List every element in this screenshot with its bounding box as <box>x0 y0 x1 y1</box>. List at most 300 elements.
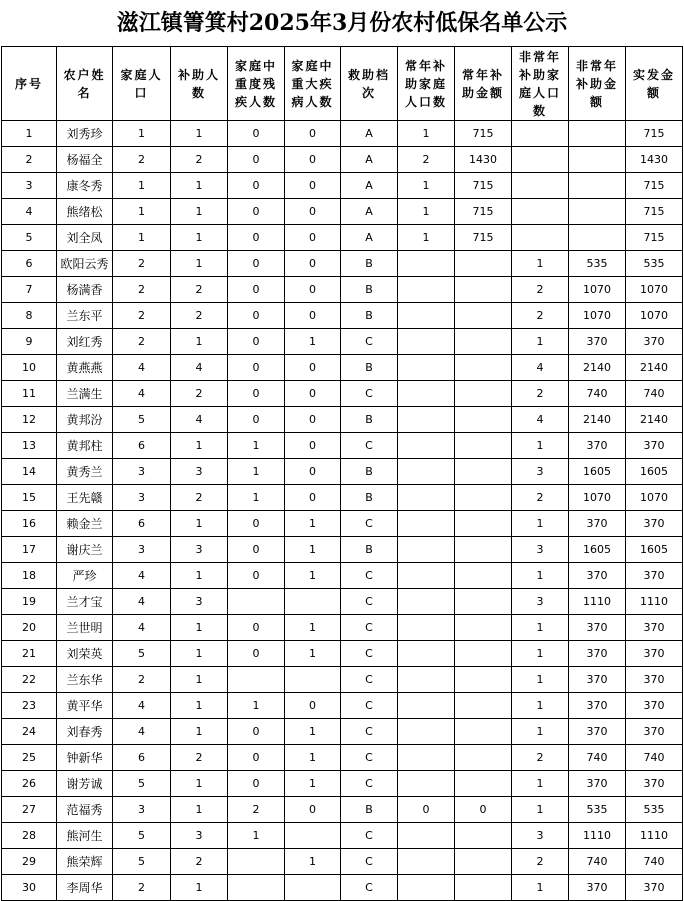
cell-index: 18 <box>2 563 57 589</box>
cell-index: 24 <box>2 719 57 745</box>
cell-regular-amount <box>455 849 512 875</box>
cell-actual-amount: 370 <box>626 615 683 641</box>
cell-nonregular-amount <box>569 225 626 251</box>
cell-illness-count <box>285 823 341 849</box>
cell-name: 刘春秀 <box>57 719 113 745</box>
cell-illness-count <box>285 667 341 693</box>
cell-nonregular-amount: 370 <box>569 563 626 589</box>
cell-name: 谢庆兰 <box>57 537 113 563</box>
cell-index: 13 <box>2 433 57 459</box>
cell-disabled-count: 0 <box>228 381 285 407</box>
cell-regular-amount <box>455 875 512 901</box>
cell-aid-level: C <box>341 511 398 537</box>
cell-actual-amount: 715 <box>626 225 683 251</box>
cell-disabled-count <box>228 589 285 615</box>
cell-aid-level: C <box>341 641 398 667</box>
cell-regular-amount <box>455 251 512 277</box>
cell-nonregular-people <box>512 199 569 225</box>
cell-regular-amount <box>455 719 512 745</box>
cell-household-size: 4 <box>113 719 171 745</box>
cell-regular-people <box>398 303 455 329</box>
cell-index: 10 <box>2 355 57 381</box>
cell-subsidized-count: 3 <box>171 823 228 849</box>
cell-nonregular-people: 1 <box>512 563 569 589</box>
cell-regular-people: 1 <box>398 173 455 199</box>
cell-aid-level: C <box>341 875 398 901</box>
cell-nonregular-amount <box>569 173 626 199</box>
cell-actual-amount: 535 <box>626 251 683 277</box>
cell-nonregular-people: 2 <box>512 485 569 511</box>
table-row <box>2 719 683 745</box>
cell-name: 熊绪松 <box>57 199 113 225</box>
cell-household-size: 3 <box>113 797 171 823</box>
cell-name: 李周华 <box>57 875 113 901</box>
cell-index: 7 <box>2 277 57 303</box>
cell-nonregular-people: 1 <box>512 797 569 823</box>
cell-actual-amount: 740 <box>626 381 683 407</box>
cell-regular-amount <box>455 277 512 303</box>
cell-index: 27 <box>2 797 57 823</box>
cell-index: 23 <box>2 693 57 719</box>
cell-disabled-count: 0 <box>228 355 285 381</box>
cell-aid-level: C <box>341 329 398 355</box>
cell-household-size: 2 <box>113 667 171 693</box>
cell-actual-amount: 370 <box>626 563 683 589</box>
cell-name: 黄燕燕 <box>57 355 113 381</box>
cell-nonregular-amount <box>569 199 626 225</box>
cell-aid-level: A <box>341 173 398 199</box>
cell-regular-amount <box>455 407 512 433</box>
table-row <box>2 433 683 459</box>
cell-illness-count: 0 <box>285 199 341 225</box>
cell-household-size: 3 <box>113 537 171 563</box>
cell-illness-count: 0 <box>285 147 341 173</box>
cell-subsidized-count: 1 <box>171 251 228 277</box>
cell-disabled-count: 0 <box>228 719 285 745</box>
cell-nonregular-amount: 370 <box>569 433 626 459</box>
cell-disabled-count: 0 <box>228 147 285 173</box>
cell-actual-amount: 1605 <box>626 537 683 563</box>
cell-nonregular-amount: 1110 <box>569 589 626 615</box>
cell-nonregular-amount <box>569 121 626 147</box>
cell-actual-amount: 740 <box>626 849 683 875</box>
cell-disabled-count: 0 <box>228 771 285 797</box>
cell-aid-level: C <box>341 381 398 407</box>
table-row <box>2 199 683 225</box>
cell-disabled-count: 0 <box>228 251 285 277</box>
header-illness-count: 家庭中重大疾病人数 <box>285 47 341 121</box>
cell-name: 兰满生 <box>57 381 113 407</box>
cell-regular-people <box>398 589 455 615</box>
cell-household-size: 5 <box>113 771 171 797</box>
cell-index: 15 <box>2 485 57 511</box>
cell-nonregular-people: 2 <box>512 303 569 329</box>
cell-name: 刘秀珍 <box>57 121 113 147</box>
cell-regular-people <box>398 563 455 589</box>
cell-actual-amount: 1110 <box>626 589 683 615</box>
table-row <box>2 797 683 823</box>
cell-regular-people <box>398 771 455 797</box>
cell-nonregular-people: 1 <box>512 771 569 797</box>
cell-illness-count: 0 <box>285 693 341 719</box>
table-row <box>2 693 683 719</box>
cell-illness-count: 0 <box>285 173 341 199</box>
cell-subsidized-count: 3 <box>171 589 228 615</box>
cell-name: 熊荣辉 <box>57 849 113 875</box>
cell-aid-level: B <box>341 251 398 277</box>
cell-regular-people <box>398 849 455 875</box>
cell-nonregular-people: 1 <box>512 667 569 693</box>
cell-name: 兰东华 <box>57 667 113 693</box>
cell-regular-people: 1 <box>398 225 455 251</box>
cell-regular-people <box>398 667 455 693</box>
table-row <box>2 485 683 511</box>
cell-disabled-count: 1 <box>228 485 285 511</box>
cell-household-size: 2 <box>113 147 171 173</box>
table-row <box>2 563 683 589</box>
cell-aid-level: C <box>341 771 398 797</box>
cell-subsidized-count: 2 <box>171 745 228 771</box>
cell-disabled-count <box>228 667 285 693</box>
cell-nonregular-amount: 740 <box>569 381 626 407</box>
cell-disabled-count: 0 <box>228 641 285 667</box>
cell-household-size: 6 <box>113 433 171 459</box>
cell-nonregular-people: 1 <box>512 719 569 745</box>
cell-nonregular-amount: 2140 <box>569 407 626 433</box>
cell-subsidized-count: 1 <box>171 615 228 641</box>
cell-regular-amount <box>455 485 512 511</box>
cell-regular-people <box>398 329 455 355</box>
header-aid-level: 救助档次 <box>341 47 398 121</box>
cell-index: 17 <box>2 537 57 563</box>
cell-name: 兰世明 <box>57 615 113 641</box>
cell-subsidized-count: 3 <box>171 537 228 563</box>
table-row <box>2 459 683 485</box>
cell-nonregular-people <box>512 225 569 251</box>
cell-regular-amount <box>455 771 512 797</box>
cell-name: 杨满香 <box>57 277 113 303</box>
cell-regular-amount <box>455 329 512 355</box>
cell-actual-amount: 1430 <box>626 147 683 173</box>
table-header-row <box>2 47 683 121</box>
cell-name: 刘荣英 <box>57 641 113 667</box>
cell-aid-level: C <box>341 563 398 589</box>
cell-regular-people <box>398 641 455 667</box>
table-row <box>2 511 683 537</box>
cell-index: 11 <box>2 381 57 407</box>
cell-subsidized-count: 1 <box>171 511 228 537</box>
cell-nonregular-people: 1 <box>512 615 569 641</box>
cell-illness-count: 1 <box>285 329 341 355</box>
cell-regular-people <box>398 459 455 485</box>
cell-aid-level: C <box>341 849 398 875</box>
cell-nonregular-people: 4 <box>512 355 569 381</box>
cell-regular-amount: 0 <box>455 797 512 823</box>
cell-nonregular-people: 3 <box>512 589 569 615</box>
cell-name: 黄邦汾 <box>57 407 113 433</box>
table-row <box>2 875 683 901</box>
cell-regular-people <box>398 433 455 459</box>
table-row <box>2 121 683 147</box>
cell-disabled-count <box>228 849 285 875</box>
cell-disabled-count: 0 <box>228 511 285 537</box>
cell-regular-people <box>398 381 455 407</box>
cell-aid-level: A <box>341 121 398 147</box>
cell-illness-count: 1 <box>285 719 341 745</box>
cell-nonregular-people <box>512 147 569 173</box>
cell-regular-amount: 715 <box>455 199 512 225</box>
cell-illness-count <box>285 589 341 615</box>
cell-disabled-count: 0 <box>228 407 285 433</box>
cell-index: 28 <box>2 823 57 849</box>
cell-regular-people <box>398 875 455 901</box>
cell-index: 30 <box>2 875 57 901</box>
document-title: 滋江镇箐箕村2025年3月份农村低保名单公示 <box>116 10 568 36</box>
cell-household-size: 1 <box>113 121 171 147</box>
cell-disabled-count: 1 <box>228 693 285 719</box>
cell-actual-amount: 535 <box>626 797 683 823</box>
cell-subsidized-count: 1 <box>171 563 228 589</box>
cell-name: 刘红秀 <box>57 329 113 355</box>
cell-illness-count: 1 <box>285 641 341 667</box>
cell-regular-amount: 715 <box>455 173 512 199</box>
cell-index: 1 <box>2 121 57 147</box>
cell-index: 14 <box>2 459 57 485</box>
cell-nonregular-people: 3 <box>512 459 569 485</box>
cell-index: 20 <box>2 615 57 641</box>
cell-disabled-count: 0 <box>228 745 285 771</box>
cell-nonregular-amount: 1605 <box>569 459 626 485</box>
cell-subsidized-count: 1 <box>171 225 228 251</box>
header-nonregular-people: 非常年补助家庭人口数 <box>512 47 569 121</box>
cell-subsidized-count: 3 <box>171 459 228 485</box>
cell-name: 黄平华 <box>57 693 113 719</box>
cell-nonregular-people: 2 <box>512 381 569 407</box>
cell-disabled-count: 1 <box>228 433 285 459</box>
header-subsidized-count: 补助人数 <box>171 47 228 121</box>
cell-index: 3 <box>2 173 57 199</box>
header-regular-people: 常年补助家庭人口数 <box>398 47 455 121</box>
cell-index: 22 <box>2 667 57 693</box>
cell-illness-count <box>285 875 341 901</box>
cell-subsidized-count: 1 <box>171 199 228 225</box>
cell-nonregular-amount: 535 <box>569 251 626 277</box>
cell-illness-count: 0 <box>285 251 341 277</box>
cell-name: 严珍 <box>57 563 113 589</box>
cell-regular-amount <box>455 355 512 381</box>
cell-index: 4 <box>2 199 57 225</box>
cell-subsidized-count: 2 <box>171 147 228 173</box>
cell-actual-amount: 370 <box>626 641 683 667</box>
cell-illness-count: 0 <box>285 381 341 407</box>
cell-illness-count: 1 <box>285 849 341 875</box>
cell-regular-people <box>398 615 455 641</box>
cell-regular-amount <box>455 433 512 459</box>
cell-nonregular-amount: 1110 <box>569 823 626 849</box>
cell-aid-level: B <box>341 355 398 381</box>
cell-nonregular-people: 1 <box>512 693 569 719</box>
cell-regular-people <box>398 511 455 537</box>
cell-regular-amount <box>455 693 512 719</box>
cell-household-size: 5 <box>113 849 171 875</box>
cell-nonregular-people <box>512 121 569 147</box>
cell-regular-people <box>398 537 455 563</box>
cell-subsidized-count: 4 <box>171 355 228 381</box>
cell-index: 26 <box>2 771 57 797</box>
cell-household-size: 6 <box>113 745 171 771</box>
cell-nonregular-people: 1 <box>512 875 569 901</box>
cell-disabled-count: 0 <box>228 173 285 199</box>
cell-subsidized-count: 1 <box>171 771 228 797</box>
cell-disabled-count <box>228 875 285 901</box>
cell-household-size: 4 <box>113 693 171 719</box>
cell-index: 6 <box>2 251 57 277</box>
table-row <box>2 823 683 849</box>
cell-household-size: 4 <box>113 381 171 407</box>
cell-index: 2 <box>2 147 57 173</box>
cell-name: 康冬秀 <box>57 173 113 199</box>
cell-subsidized-count: 1 <box>171 121 228 147</box>
table-row <box>2 381 683 407</box>
cell-illness-count: 1 <box>285 563 341 589</box>
cell-aid-level: B <box>341 537 398 563</box>
cell-regular-amount <box>455 589 512 615</box>
cell-subsidized-count: 2 <box>171 277 228 303</box>
cell-regular-amount: 715 <box>455 225 512 251</box>
cell-disabled-count: 2 <box>228 797 285 823</box>
table-row <box>2 615 683 641</box>
cell-nonregular-amount: 2140 <box>569 355 626 381</box>
cell-household-size: 4 <box>113 589 171 615</box>
cell-nonregular-amount <box>569 147 626 173</box>
cell-actual-amount: 370 <box>626 433 683 459</box>
cell-actual-amount: 1110 <box>626 823 683 849</box>
cell-regular-amount <box>455 537 512 563</box>
cell-nonregular-amount: 1070 <box>569 277 626 303</box>
cell-name: 熊河生 <box>57 823 113 849</box>
cell-disabled-count: 0 <box>228 199 285 225</box>
table-row <box>2 407 683 433</box>
cell-household-size: 4 <box>113 563 171 589</box>
cell-illness-count: 0 <box>285 225 341 251</box>
cell-subsidized-count: 2 <box>171 381 228 407</box>
cell-illness-count: 0 <box>285 121 341 147</box>
cell-illness-count: 1 <box>285 511 341 537</box>
cell-aid-level: A <box>341 147 398 173</box>
cell-household-size: 5 <box>113 823 171 849</box>
cell-aid-level: C <box>341 433 398 459</box>
cell-name: 黄秀兰 <box>57 459 113 485</box>
cell-actual-amount: 715 <box>626 121 683 147</box>
cell-actual-amount: 370 <box>626 667 683 693</box>
cell-name: 杨福全 <box>57 147 113 173</box>
cell-illness-count: 0 <box>285 407 341 433</box>
cell-regular-people <box>398 407 455 433</box>
subsidy-table <box>1 46 683 901</box>
cell-household-size: 2 <box>113 303 171 329</box>
cell-name: 兰东平 <box>57 303 113 329</box>
cell-actual-amount: 2140 <box>626 407 683 433</box>
cell-regular-amount: 715 <box>455 121 512 147</box>
cell-illness-count: 0 <box>285 303 341 329</box>
cell-nonregular-people: 2 <box>512 745 569 771</box>
cell-actual-amount: 370 <box>626 875 683 901</box>
cell-subsidized-count: 1 <box>171 173 228 199</box>
cell-regular-people <box>398 277 455 303</box>
cell-nonregular-amount: 535 <box>569 797 626 823</box>
cell-regular-people <box>398 745 455 771</box>
cell-nonregular-amount: 370 <box>569 329 626 355</box>
cell-household-size: 1 <box>113 173 171 199</box>
table-row <box>2 329 683 355</box>
table-row <box>2 667 683 693</box>
cell-household-size: 2 <box>113 329 171 355</box>
cell-index: 8 <box>2 303 57 329</box>
cell-disabled-count: 0 <box>228 615 285 641</box>
cell-household-size: 4 <box>113 355 171 381</box>
cell-actual-amount: 370 <box>626 719 683 745</box>
cell-aid-level: C <box>341 589 398 615</box>
cell-regular-amount: 1430 <box>455 147 512 173</box>
cell-regular-people <box>398 485 455 511</box>
cell-regular-people: 1 <box>398 199 455 225</box>
cell-name: 刘全凤 <box>57 225 113 251</box>
cell-regular-people <box>398 823 455 849</box>
table-row <box>2 277 683 303</box>
cell-nonregular-people: 3 <box>512 537 569 563</box>
cell-index: 29 <box>2 849 57 875</box>
cell-disabled-count: 0 <box>228 121 285 147</box>
cell-aid-level: C <box>341 719 398 745</box>
header-index: 序号 <box>2 47 57 121</box>
cell-aid-level: B <box>341 277 398 303</box>
cell-index: 21 <box>2 641 57 667</box>
cell-household-size: 3 <box>113 459 171 485</box>
cell-illness-count: 1 <box>285 745 341 771</box>
cell-subsidized-count: 1 <box>171 329 228 355</box>
cell-illness-count: 1 <box>285 537 341 563</box>
cell-household-size: 2 <box>113 875 171 901</box>
cell-subsidized-count: 1 <box>171 641 228 667</box>
cell-nonregular-amount: 370 <box>569 771 626 797</box>
cell-name: 兰才宝 <box>57 589 113 615</box>
cell-regular-people <box>398 251 455 277</box>
cell-aid-level: C <box>341 745 398 771</box>
cell-nonregular-people: 1 <box>512 251 569 277</box>
cell-household-size: 4 <box>113 615 171 641</box>
cell-nonregular-people: 3 <box>512 823 569 849</box>
cell-name: 谢芳诚 <box>57 771 113 797</box>
header-actual-amount: 实发金额 <box>626 47 683 121</box>
table-row <box>2 147 683 173</box>
cell-actual-amount: 2140 <box>626 355 683 381</box>
header-regular-amount: 常年补助金额 <box>455 47 512 121</box>
cell-index: 25 <box>2 745 57 771</box>
cell-nonregular-amount: 370 <box>569 615 626 641</box>
cell-subsidized-count: 1 <box>171 433 228 459</box>
cell-aid-level: B <box>341 797 398 823</box>
cell-aid-level: C <box>341 693 398 719</box>
cell-actual-amount: 370 <box>626 693 683 719</box>
cell-actual-amount: 370 <box>626 329 683 355</box>
cell-aid-level: B <box>341 303 398 329</box>
cell-regular-people: 0 <box>398 797 455 823</box>
cell-aid-level: B <box>341 485 398 511</box>
cell-regular-amount <box>455 381 512 407</box>
cell-actual-amount: 715 <box>626 173 683 199</box>
cell-nonregular-people: 2 <box>512 849 569 875</box>
cell-actual-amount: 1605 <box>626 459 683 485</box>
